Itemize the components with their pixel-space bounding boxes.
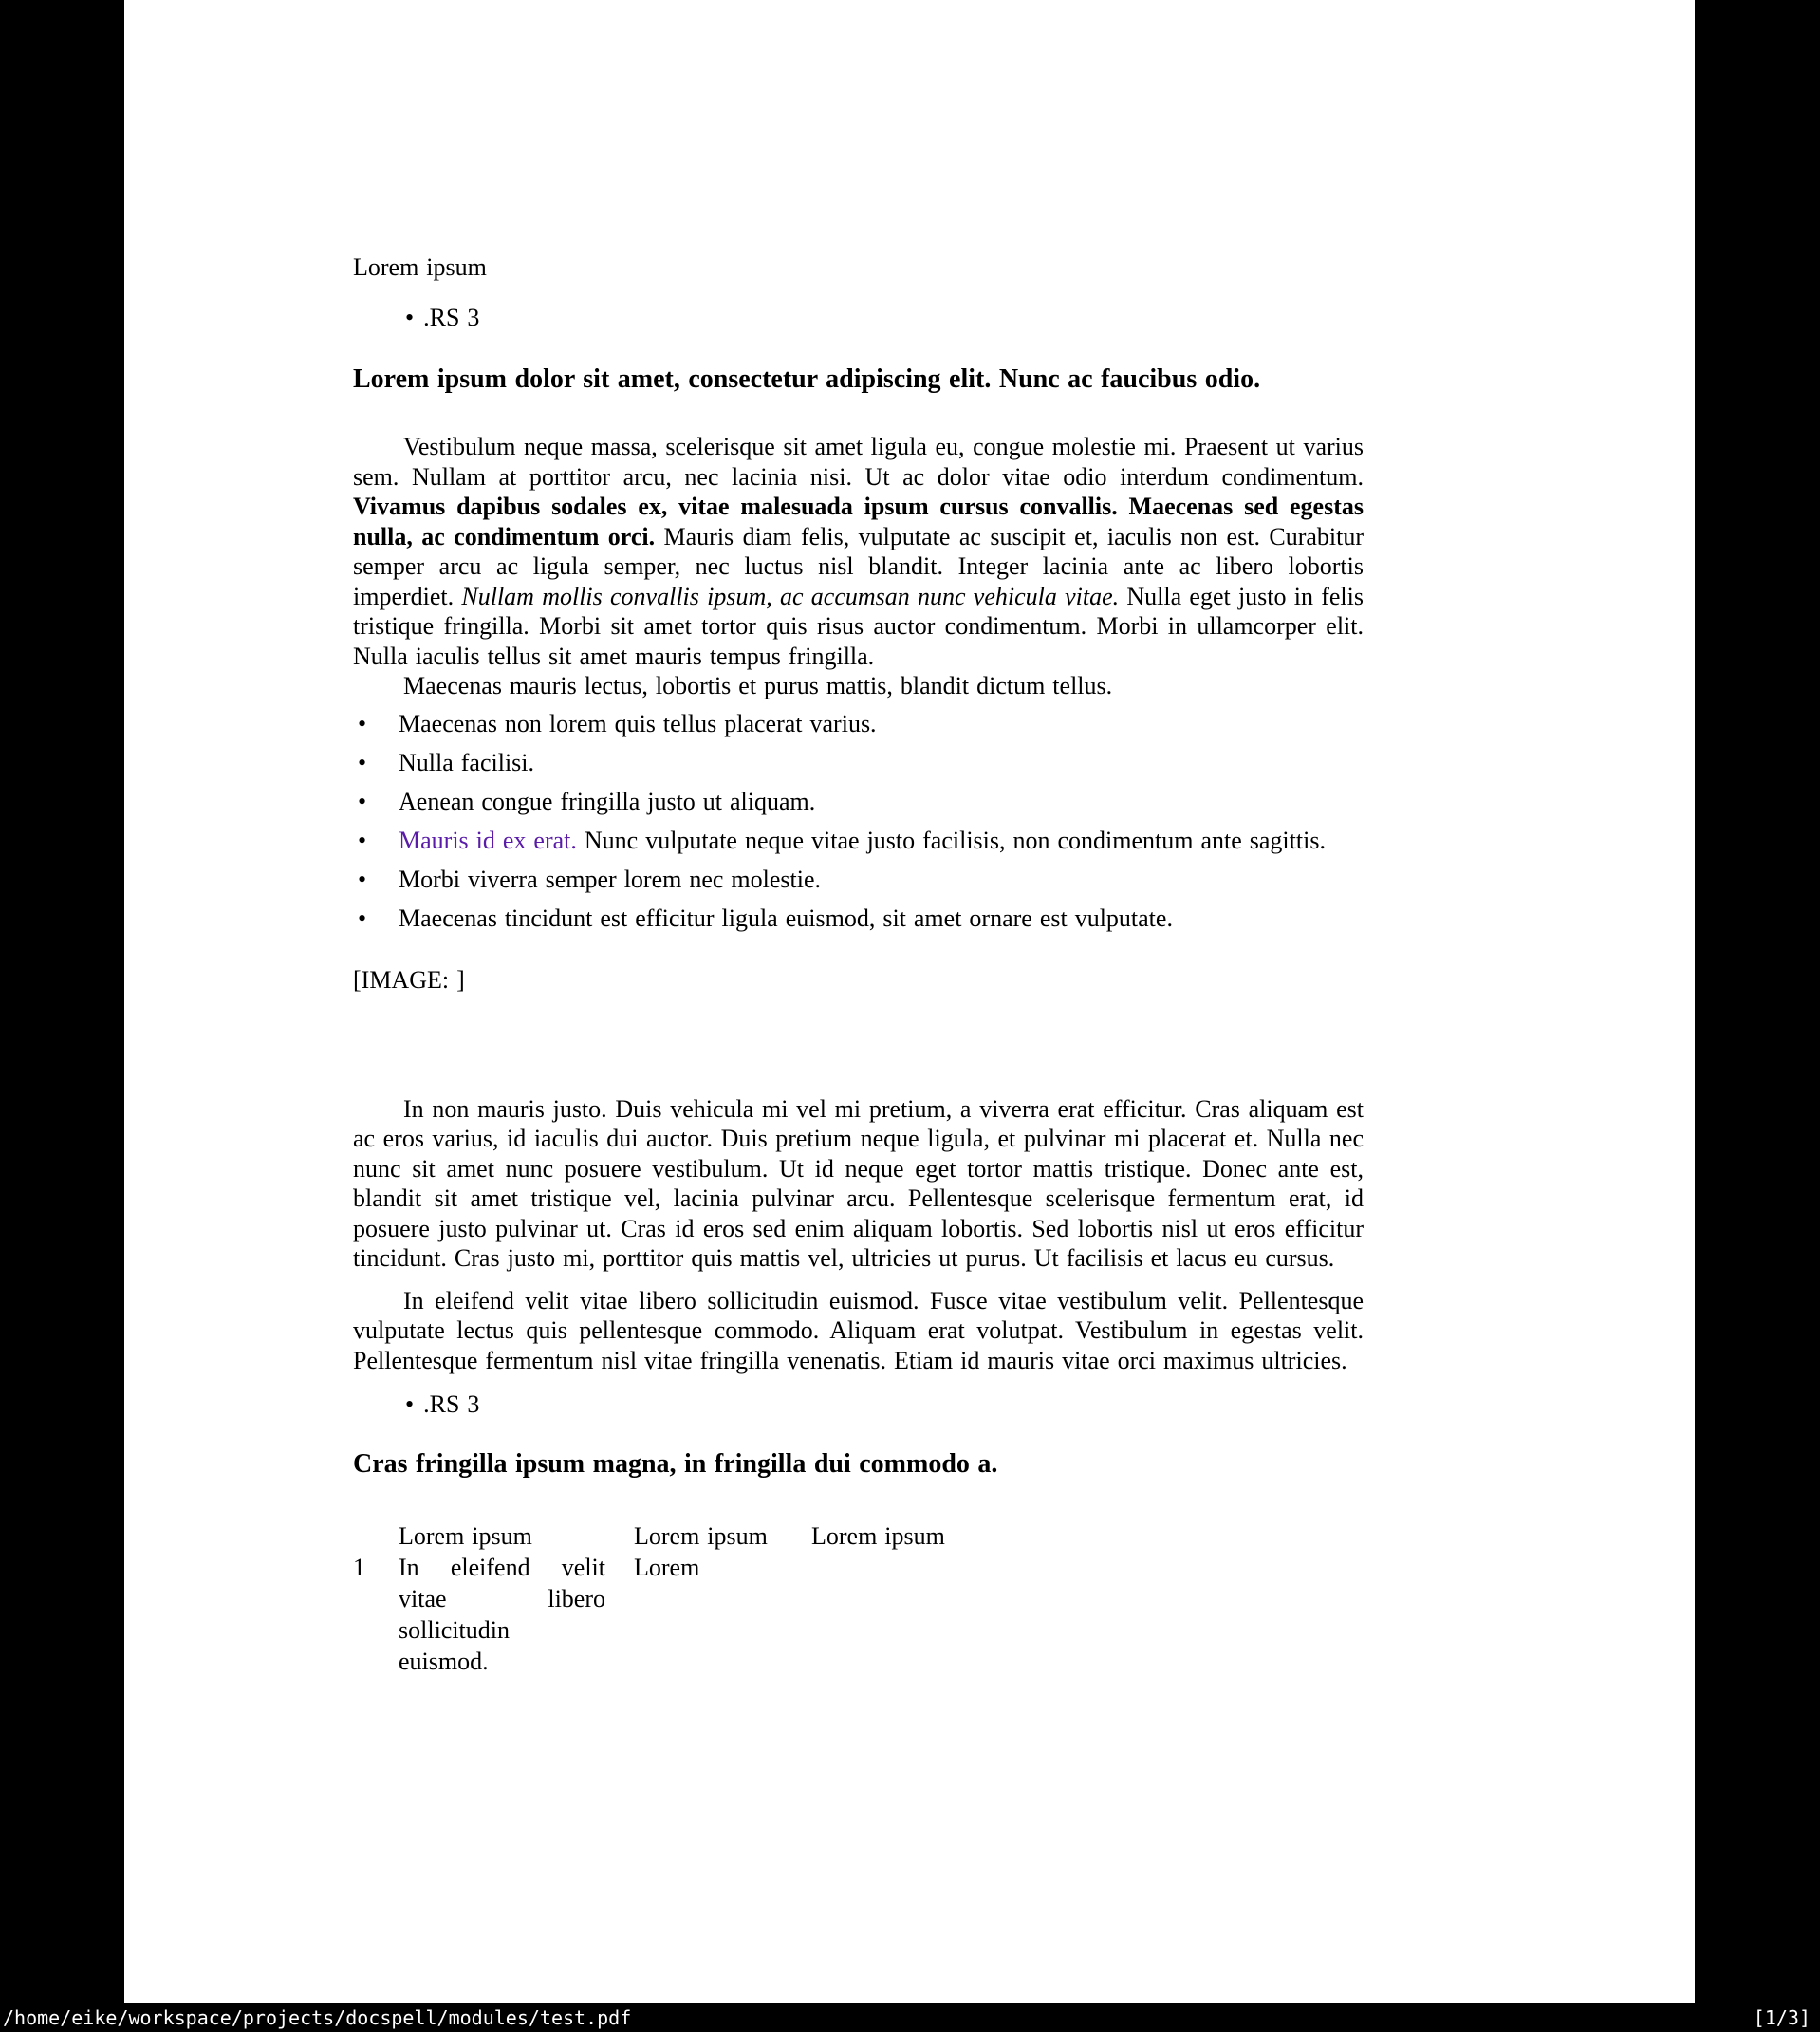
paragraph-1 [353,432,1364,671]
intro-text: Lorem ipsum [353,253,487,281]
rs-directive-text: .RS 3 [423,303,480,331]
text-segment: Nulla eget justo in felis tristique fringilla. Morbi sit amet tortor quis risus auctor condimentum. Morbi in ullamcorper elit. Nulla iaculis tellus sit amet mauris tempus fringilla. [353,582,1364,670]
list-item [353,709,1364,739]
table-cell: In eleifend velit vitae libero sollicitudin euismod. [399,1553,605,1675]
statusbar-page-indicator: [1/3] [1753,2005,1811,2029]
text-segment: Nullam mollis convallis ipsum, ac accumsan nunc vehicula vitae. [461,582,1120,610]
list-item [353,904,1364,934]
text-segment: Maecenas tincidunt est efficitur ligula euismod, sit amet ornare est vulputate. [399,904,1173,932]
table-header: Lorem ipsum [634,1521,768,1550]
statusbar [0,2003,1820,2032]
table-row-number: 1 [353,1553,365,1581]
rs-directive-text: .RS 3 [423,1390,480,1418]
statusbar-filepath: /home/eike/workspace/projects/docspell/modules/test.pdf [3,2005,632,2029]
bullet-icon [405,304,414,331]
text-segment: Nulla facilisi. [399,748,535,776]
bullet-list [353,709,1364,934]
section-heading-2: Cras fringilla ipsum magna, in fringilla dui commodo a. [353,1448,998,1479]
text-segment: Aenean congue fringilla justo ut aliquam. [399,787,816,815]
list-item [353,787,1364,817]
section-heading-1: Lorem ipsum dolor sit amet, consectetur adipiscing elit. Nunc ac faucibus odio. [353,364,1261,394]
text-segment: Vestibulum neque massa, scelerisque sit amet ligula eu, congue molestie mi. Praesent ut varius sem. Nullam at porttitor arcu, nec lacinia nisi. Ut ac dolor vitae odio interdum condimentum. [353,433,1364,491]
text-segment: Mauris diam felis, vulputate ac suscipit et, iaculis non est. Curabitur semper arcu ac ligula semper, nec luctus nisl blandit. Integer lacinia ante ac libero lobortis imperdiet. [353,522,1364,610]
text-segment: Maecenas non lorem quis tellus placerat varius. [399,709,877,737]
pdf-page [124,0,1695,2003]
table-header-spacer [353,1520,399,1552]
bullet-icon [405,1390,414,1418]
list-item [353,826,1364,856]
table-header: Lorem ipsum [811,1521,945,1550]
rs-directive-line-2 [353,1389,1364,1420]
link-mauris-id-ex-erat[interactable]: Mauris id ex erat. [399,826,577,854]
image-placeholder: [IMAGE: ] [353,966,465,994]
rs-directive-line-1 [353,303,1364,333]
list-item [353,748,1364,778]
text-segment: Morbi viverra semper lorem nec molestie. [399,865,822,893]
document-content [353,0,1364,1677]
table-cell [811,1552,1364,1677]
text-segment: Nunc vulputate neque vitae justo facilisis, non condimentum ante sagittis. [576,826,1326,854]
document-table [353,1520,1364,1677]
paragraph-2: In non mauris justo. Duis vehicula mi vel mi pretium, a viverra erat efficitur. Cras aliquam est ac eros varius, id iaculis dui auctor. Duis pretium neque ligula, et pulvinar mi placerat et. Nulla nec nunc sit amet nunc posuere vestibulum. Ut id neque eget tortor mattis tristique. Donec ante est, blandit sit amet tristique vel, lacinia pulvinar arcu. Pellentesque scelerisque fermentum erat, id posuere justo pulvinar ut. Cras id eros sed enim aliquam lobortis. Sed lobortis nisl ut eros efficitur tincidunt. Cras justo mi, porttitor quis mattis vel, ultricies ut purus. Ut facilisis et lacus eu cursus. [353,1094,1364,1272]
lead-line: Maecenas mauris lectus, lobortis et purus mattis, blandit dictum tellus. [403,672,1113,699]
paragraph-3: In eleifend velit vitae libero sollicitudin euismod. Fusce vitae vestibulum velit. Pellentesque vulputate lectus quis pellentesque commodo. Aliquam erat volutpat. Vestibulum in egestas velit. Pellentesque fermentum nisl vitae fringilla venenatis. Etiam id mauris vitae orci maximus ultricies. [353,1286,1364,1374]
text-segment: Vivamus dapibus sodales ex, vitae malesuada ipsum cursus convallis. Maecenas sed egestas nulla, ac condimentum orci. [353,493,1364,550]
table-header: Lorem ipsum [399,1521,532,1550]
list-item [353,865,1364,895]
table-cell: Lorem [634,1553,700,1581]
